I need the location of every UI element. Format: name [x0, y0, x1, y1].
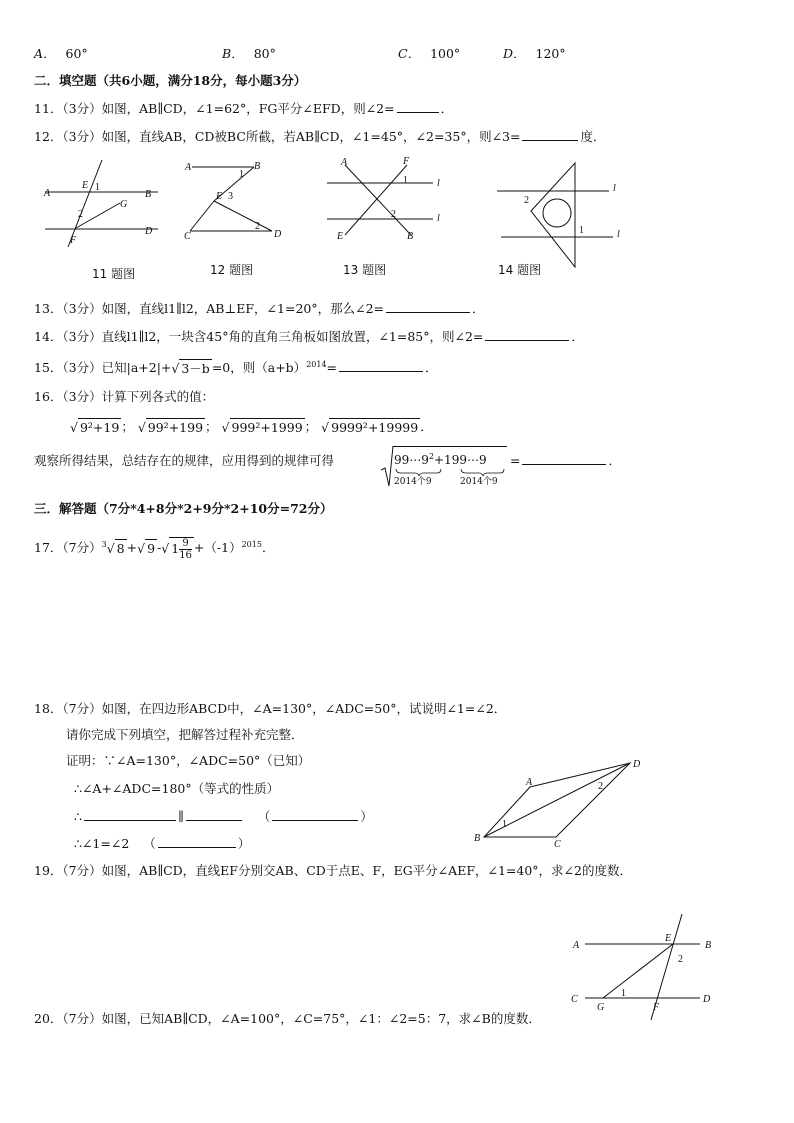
svg-text:D: D	[703, 994, 711, 1005]
question-18: 18．（7分）如图，在四边形ABCD中，∠A=130°，∠ADC=50°，试说明∠1=∠2．	[34, 701, 507, 716]
q18-proof-step-4: ∴∠1=∠2 （ ）	[74, 836, 251, 851]
figure-11	[40, 155, 170, 255]
svg-text:C: C	[554, 839, 561, 850]
answer-blank[interactable]	[386, 300, 470, 313]
svg-text:F: F	[653, 1002, 660, 1013]
caption-fig14: 14 题图	[498, 263, 542, 277]
question-11: 11．（3分）如图，AB∥CD，∠1=62°，FG平分∠EFD，则∠2= ．	[34, 101, 454, 116]
question-17: 17．（7分）$^3$√ 8 +√ 9 -√ 1 $\frac{9}{16}$ $+(-1)^{2015}$．	[34, 537, 275, 561]
answer-blank[interactable]	[397, 100, 439, 113]
question-14: 14．（3分）直线l1∥l2，一块含45°角的直角三角板如图放置，∠1=85°，则∠2= ．	[34, 329, 584, 344]
question-19: 19．（7分）如图，AB∥CD，直线EF分别交AB、CD于点E、F，EG平分∠AEF，∠1=40°，求∠2的度数．	[34, 863, 632, 878]
svg-text:l: l	[617, 229, 620, 240]
svg-text:G: G	[597, 1002, 605, 1013]
answer-blank[interactable]	[485, 328, 569, 341]
svg-text:l: l	[613, 183, 616, 194]
svg-text:A: A	[573, 940, 580, 951]
question-20: 20．（7分）如图，已知AB∥CD，∠A=100°，∠C=75°，∠1：∠2=5：7，求∠B的度数．	[34, 1011, 541, 1026]
figure-13	[325, 153, 460, 248]
svg-text:2: 2	[524, 195, 529, 206]
figure-12	[178, 155, 288, 245]
answer-blank[interactable]	[522, 452, 606, 465]
svg-text:A: A	[341, 157, 348, 168]
option-d: D． 120°	[503, 46, 566, 61]
answer-blank[interactable]	[158, 835, 236, 848]
caption-fig11: 11 题图	[92, 267, 136, 281]
svg-text:E: E	[337, 231, 344, 242]
svg-text:D: D	[274, 229, 282, 240]
svg-text:1: 1	[403, 175, 408, 186]
svg-text:1: 1	[502, 819, 507, 830]
svg-text:2: 2	[598, 781, 603, 792]
svg-text:A: A	[185, 162, 192, 173]
caption-fig12: 12 题图	[210, 263, 254, 277]
option-b: B． 80°	[222, 46, 276, 61]
option-c: C． 100°	[398, 46, 461, 61]
question-13: 13．（3分）如图，直线l1∥l2，AB⊥EF，∠1=20°，那么∠2= ．	[34, 301, 485, 316]
svg-text:F: F	[70, 235, 77, 246]
caption-fig13: 13 题图	[343, 263, 387, 277]
svg-text:E: E	[216, 191, 223, 202]
svg-text:l: l	[437, 178, 440, 189]
q16-big-radical: $99\cdots 9^2+199\cdots 9$ 2014个9 2014个9	[380, 444, 510, 488]
figure-19	[565, 910, 725, 1025]
svg-text:B: B	[705, 940, 712, 951]
sqrt-expression: √ 999²+1999	[221, 420, 303, 435]
svg-text:E: E	[665, 933, 672, 944]
sqrt-expression: √ 3－b	[171, 361, 210, 377]
answer-blank[interactable]	[186, 808, 242, 821]
svg-text:D: D	[145, 226, 153, 237]
option-a: A． 60°	[34, 46, 88, 61]
section2-title: 二．填空题（共6小题，满分18分，每小题3分）	[34, 73, 307, 88]
question-15: 15．（3分）已知|a+2|+√ 3－b =0，则$(a+b)^{2014}=$ ．	[34, 360, 438, 377]
svg-text:2: 2	[391, 209, 396, 220]
svg-text:G: G	[120, 199, 128, 210]
svg-text:B: B	[474, 833, 481, 844]
q18-proof-step-3: ∴ ∥ （ ）	[74, 809, 373, 824]
figure-14	[493, 153, 633, 268]
svg-text:l: l	[437, 213, 440, 224]
svg-text:F: F	[403, 156, 410, 167]
svg-text:2: 2	[678, 954, 683, 965]
q18-instruction: 请你完成下列填空，把解答过程补充完整．	[66, 727, 304, 742]
sqrt-expression: √ 99²+199	[137, 420, 204, 435]
q16-answer: = ．	[510, 453, 621, 468]
svg-text:B: B	[145, 189, 152, 200]
section3-title: 三．解答题（7分*4+8分*2+9分*2+10分=72分）	[34, 501, 333, 516]
svg-text:C: C	[571, 994, 578, 1005]
svg-text:2: 2	[78, 209, 83, 220]
svg-text:2: 2	[255, 221, 260, 232]
svg-text:1: 1	[239, 169, 244, 180]
sqrt-expression: √ 9999²+19999	[321, 420, 419, 435]
answer-blank[interactable]	[272, 808, 358, 821]
svg-text:1: 1	[579, 225, 584, 236]
svg-text:3: 3	[228, 191, 233, 202]
sqrt-expression: √ 9²+19	[70, 420, 120, 435]
svg-text:1: 1	[95, 182, 100, 193]
svg-text:A: A	[44, 188, 51, 199]
q16-conclusion: 观察所得结果，总结存在的规律，应用得到的规律可得	[34, 453, 335, 468]
question-16: 16．（3分）计算下列各式的值：	[34, 389, 215, 404]
svg-text:D: D	[633, 759, 641, 770]
svg-text:A: A	[526, 777, 533, 788]
svg-text:C: C	[184, 231, 191, 242]
answer-blank[interactable]	[84, 808, 176, 821]
svg-text:1: 1	[621, 988, 626, 999]
figure-18	[470, 755, 650, 850]
answer-blank[interactable]	[339, 359, 423, 372]
svg-text:E: E	[82, 180, 89, 191]
q16-expressions: √ 9²+19 ； √ 99²+199 ； √ 999²+1999 ； √ 9999²+19999 ．	[70, 419, 433, 435]
svg-text:B: B	[407, 231, 414, 242]
answer-blank[interactable]	[522, 128, 578, 141]
svg-text:B: B	[254, 161, 261, 172]
q18-proof-step-2: ∴∠A+∠ADC=180°（等式的性质）	[74, 781, 280, 796]
question-12: 12．（3分）如图，直线AB，CD被BC所截，若AB∥CD，∠1=45°，∠2=35°，则∠3= 度．	[34, 129, 606, 144]
q18-proof-step-1: 证明：∵∠A=130°，∠ADC=50°（已知）	[66, 753, 311, 768]
